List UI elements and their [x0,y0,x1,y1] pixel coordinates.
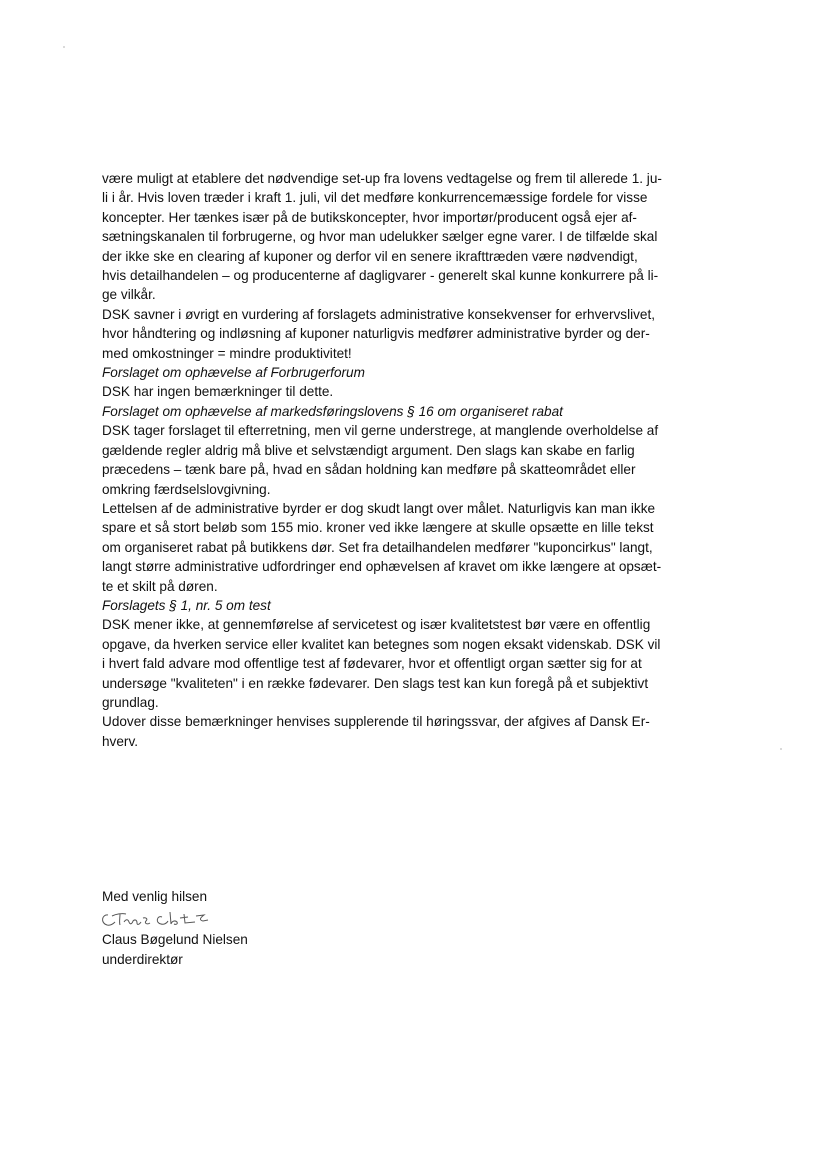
text-line: der ikke ske en clearing af kuponer og derfor vil en senere ikrafttræden være nødvendigt, [102,248,638,264]
text-line: opgave, da hverken service eller kvalitet kan betegnes som nogen eksakt videnskab. DSK vil [102,636,661,652]
text-line: DSK savner i øvrigt en vurdering af forslagets administrative konsekvenser for erhvervslivet, [102,306,656,322]
text-line: DSK tager forslaget til efterretning, men vil gerne understrege, at manglende overholdelse af [102,423,659,439]
section-heading: Forslaget om ophævelse af markedsføringslovens § 16 om organiseret rabat [102,403,563,419]
text-line: hvis detailhandelen – og producenterne af dagligvarer - generelt skal kunne konkurrere på li- [102,268,659,284]
text-line: hverv. [102,733,139,749]
text-line: koncepter. Her tænkes især på de butikskoncepter, hvor importør/producent også ejer af- [102,209,637,225]
text-line: sætningskanalen til forbrugerne, og hvor man udelukker sælger egne varer. I de tilfælde skal [102,229,658,245]
text-line: DSK har ingen bemærkninger til dette. [102,384,334,400]
text-line: te et skilt på døren. [102,578,218,594]
signatory-title: underdirektør [102,951,183,967]
paragraph-administrative-consequences [102,305,722,363]
section-test [102,596,722,712]
text-line: om organiseret rabat på butikkens dør. Set fra detailhandelen medfører "kuponcirkus" langt, [102,539,653,555]
signatory-name: Claus Bøgelund Nielsen [102,932,248,948]
text-line: li i år. Hvis loven træder i kraft 1. juli, vil det medføre konkurrencemæssige fordele for visse [102,190,648,206]
text-line: langt større administrative udfordringer end ophævelsen af kravet om ikke længere at opsæt- [102,559,662,575]
handwritten-signature [100,906,230,930]
letter-body [102,169,722,751]
paragraph-coupon-timing [102,169,722,305]
section-heading: Forslagets § 1, nr. 5 om test [102,597,271,613]
letter-closing [102,887,248,969]
text-line: Lettelsen af de administrative byrder er dog skudt langt over målet. Naturligvis kan man ikke [102,500,656,516]
closing-greeting: Med venlig hilsen [102,889,208,904]
text-line: Udover disse bemærkninger henvises supplerende til høringssvar, der afgives af Dansk Er- [102,714,650,730]
text-line: gældende regler aldrig må blive et selvstændigt argument. Den slags kan skabe en farlig [102,442,635,458]
text-line: i hvert fald advare mod offentlige test af fødevarer, hvor et offentligt organ sætter sig for at [102,656,642,672]
text-line: være muligt at etablere det nødvendige set-up fra lovens vedtagelse og frem til allerede 1. ju- [102,171,662,186]
text-line: præcedens – tænk bare på, hvad en sådan holdning kan medføre på skatteområdet eller [102,462,636,478]
section-forbrugerforum [102,363,722,402]
text-line: DSK mener ikke, at gennemførelse af servicetest og især kvalitetstest bør være en offentlig [102,617,651,633]
scan-speck [780,748,782,750]
paragraph-administrative-burdens [102,499,722,596]
text-line: ge vilkår. [102,287,156,303]
paragraph-supplementary-reference [102,712,722,751]
section-organiseret-rabat [102,402,722,499]
text-line: med omkostninger = mindre produktivitet! [102,345,352,361]
text-line: spare et så stort beløb som 155 mio. kroner ved ikke længere at skulle opsætte en lille tekst [102,520,654,536]
text-line: hvor håndtering og indløsning af kuponer naturligvis medfører administrative byrder og der- [102,326,650,342]
section-heading: Forslaget om ophævelse af Forbrugerforum [102,365,365,381]
text-line: grundlag. [102,694,159,710]
text-line: omkring færdselslovgivning. [102,481,271,497]
text-line: undersøge "kvaliteten" i en række fødevarer. Den slags test kan kun foregå på et subjektivt [102,675,649,691]
scan-speck [63,46,65,48]
